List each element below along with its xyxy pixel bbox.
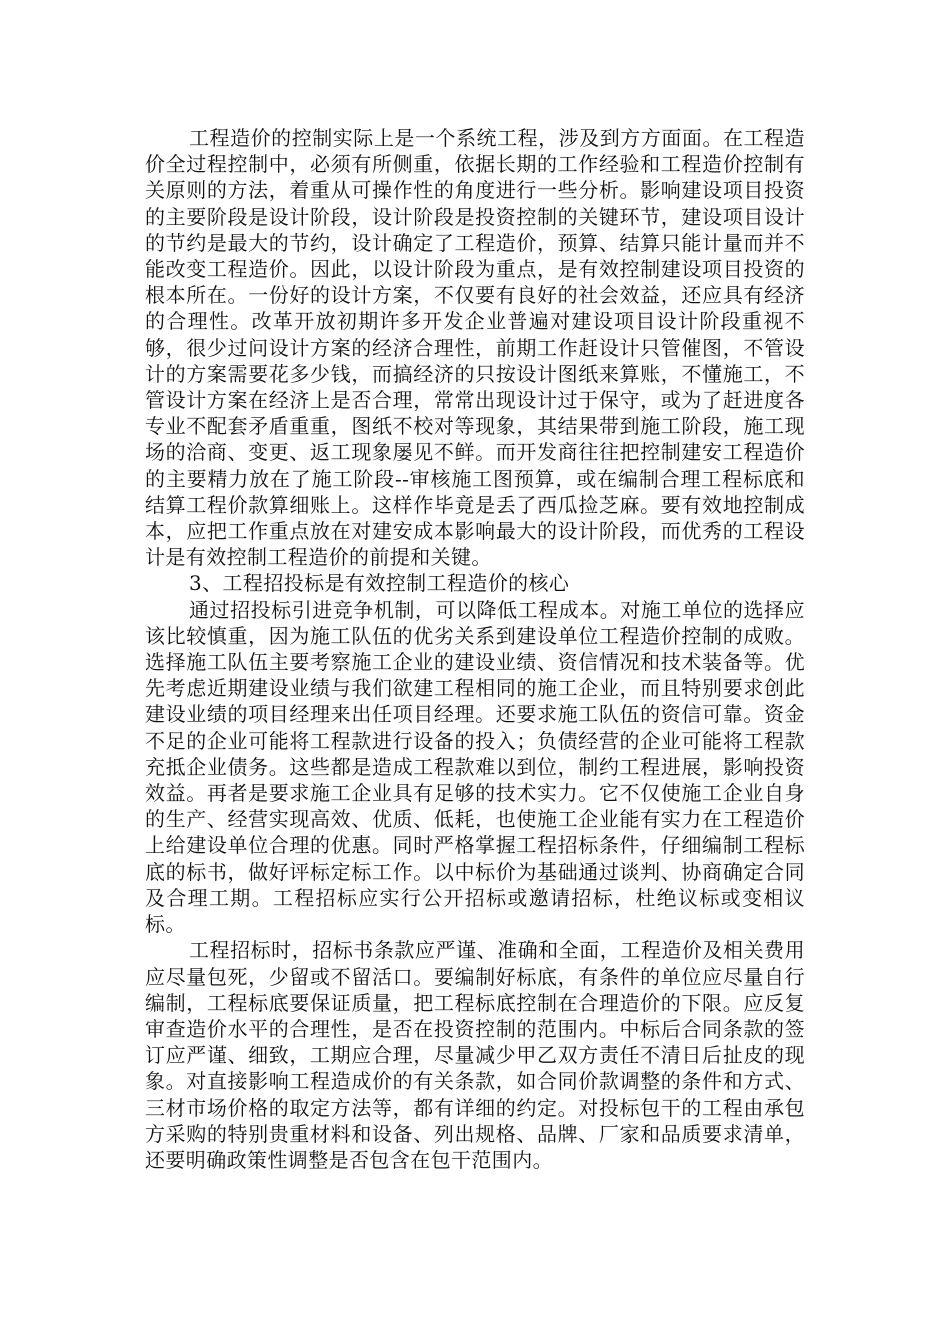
paragraph-bidding-competition: 通过招投标引进竞争机制，可以降低工程成本。对施工单位的选择应该比较慎重，因为施工队伍的优劣关系到建设单位工程造价控制的成败。选择施工队伍主要考察施工企业的建设业绩、资信情况和技术装备等。优先考虑近期建设业绩与我们欲建工程相同的施工企业，而且特别要求创此建设业绩的项目经理来出任项目经理。还要求施工队伍的资信可靠。资金不足的企业可能将工程款进行设备的投入；负债经营的企业可能将工程款充抵企业债务。这些都是造成工程款难以到位，制约工程进展，影响投资效益。再者是要求施工企业具有足够的技术实力。它不仅使施工企业自身的生产、经营实现高效、优质、低耗，也使施工企业能有实力在工程造价上给建设单位合理的优惠。同时严格掌握工程招标条件，仔细编制工程标底的标书，做好评标定标工作。以中标价为基础通过谈判、协商确定合同及合理工期。工程招标应实行公开招标或邀请招标，杜绝议标或变相议标。 <box>145 597 805 937</box>
document-body <box>145 125 805 1173</box>
paragraph-design-stage: 工程造价的控制实际上是一个系统工程，涉及到方方面面。在工程造价全过程控制中，必须有所侧重，依据长期的工作经验和工程造价控制有关原则的方法，着重从可操作性的角度进行一些分析。影响建设项目投资的主要阶段是设计阶段，设计阶段是投资控制的关键环节，建设项目设计的节约是最大的节约，设计确定了工程造价，预算、结算只能计量而并不能改变工程造价。因此，以设计阶段为重点，是有效控制建设项目投资的根本所在。一份好的设计方案，不仅要有良好的社会效益，还应具有经济的合理性。改革开放初期许多开发企业普遍对建设项目设计阶段重视不够，很少过问设计方案的经济合理性，前期工作赶设计只管催图，不管设计的方案需要花多少钱，而搞经济的只按设计图纸来算账，不懂施工，不管设计方案在经济上是否合理，常常出现设计过于保守，或为了赶进度各专业不配套矛盾重重，图纸不校对等现象，其结果带到施工阶段，施工现场的洽商、变更、返工现象屡见不鲜。而开发商往往把控制建安工程造价的主要精力放在了施工阶段--审核施工图预算，或在编制合理工程标底和结算工程价款算细账上。这样作毕竟是丢了西瓜捡芝麻。要有效地控制成本，应把工作重点放在对建安成本影响最大的设计阶段，而优秀的工程设计是有效控制工程造价的前提和关键。 <box>145 126 805 570</box>
section-heading-bidding: 3、工程招投标是有效控制工程造价的核心 <box>189 571 570 596</box>
paragraph-bidding-terms: 工程招标时，招标书条款应严谨、准确和全面，工程造价及相关费用应尽量包死，少留或不留活口。要编制好标底，有条件的单位应尽量自行编制，工程标底要保证质量，把工程标底控制在合理造价的下限。应反复审查造价水平的合理性，是否在投资控制的范围内。中标后合同条款的签订应严谨、细致，工期应合理，尽量减少甲乙双方责任不清日后扯皮的现象。对直接影响工程造成价的有关条款，如合同价款调整的条件和方式、三材市场价格的取定方法等，都有详细的约定。对投标包干的工程由承包方采购的特别贵重材料和设备、列出规格、品牌、厂家和品质要求清单，还要明确政策性调整是否包含在包干范围内。 <box>145 938 805 1172</box>
